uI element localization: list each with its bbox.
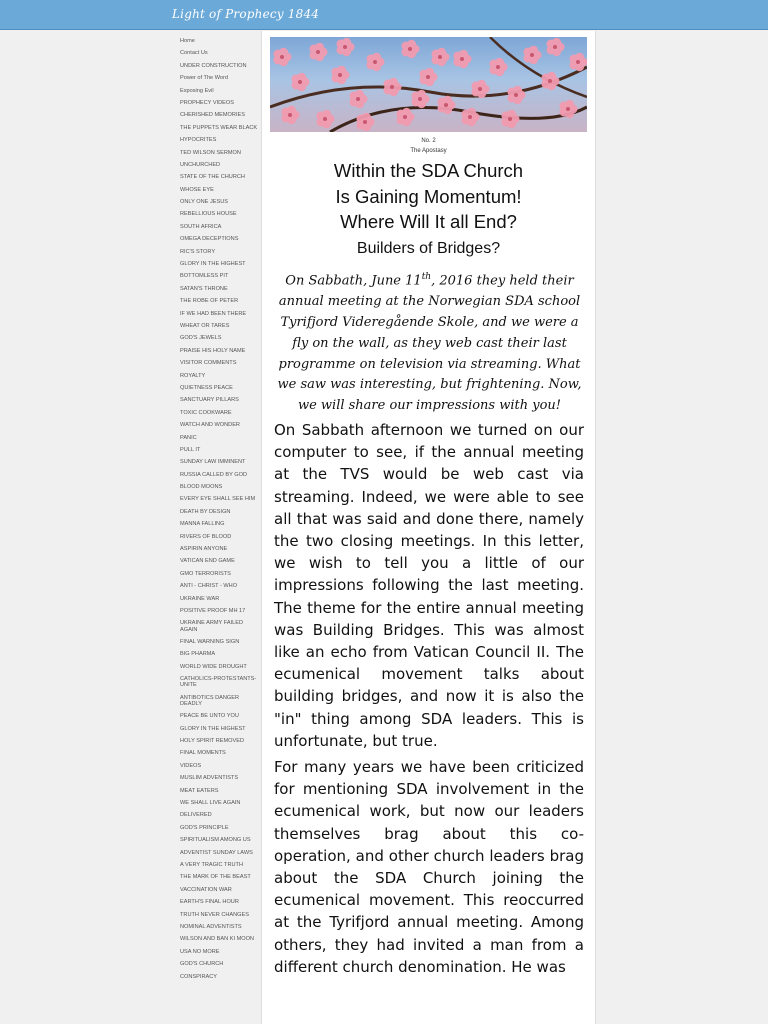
sidebar-item[interactable]: OMEGA DECEPTIONS [180,236,239,243]
sidebar-item[interactable]: WORLD WIDE DROUGHT [180,663,247,670]
sidebar-item[interactable]: BLOOD MOONS [180,484,223,491]
headline-line-3: Where Will It all End? [340,211,517,232]
sidebar-item[interactable]: SOUTH AFRICA [180,223,222,230]
sidebar-item[interactable]: GMO TERRORISTS [180,570,231,577]
sidebar-item[interactable]: TRUTH NEVER CHANGES [180,911,249,918]
sidebar-item[interactable]: ANTIBOTICS DANGER DEADLY [180,694,240,707]
sidebar-item[interactable]: RIVERS OF BLOOD [180,533,232,540]
body-paragraph-2: For many years we have been criticized for mentioning SDA involvement in the ecumenical work, but now our leaders themselves brag about this co-operation, and other church leaders brag about the SDA Church joining the ecumenical movement. This reoccurred at the Tyrifjord annual meeting. Among others, they had invited a man from a different church denomination. He was [274,758,584,976]
top-bar [0,0,768,30]
sidebar-item[interactable]: EVERY EYE SHALL SEE HIM [180,496,256,503]
sidebar-item[interactable]: PROPHECY VIDEOS [180,99,234,106]
sidebar-item[interactable]: Home [180,38,195,44]
sidebar-item[interactable]: SANCTUARY PILLARS [180,397,239,404]
sidebar-item[interactable]: WILSON AND BAN KI MOON [180,936,254,943]
sidebar-item[interactable]: Power of The Word [180,75,228,82]
sidebar-item[interactable]: SATAN'S THRONE [180,285,228,292]
sidebar-item[interactable]: WATCH AND WONDER [180,422,240,429]
sidebar-item[interactable]: BIG PHARMA [180,651,216,658]
intro-superscript: th [421,272,432,282]
sidebar-item[interactable]: GLORY IN THE HIGHEST [180,261,246,268]
sidebar-item[interactable]: FINAL MOMENTS [180,750,226,757]
sidebar-item[interactable]: MANNA FALLING [180,521,225,528]
sidebar-item[interactable]: MEAT EATERS [180,787,219,794]
sidebar-item[interactable]: CHERISHED MEMORIES [180,112,245,119]
sidebar-item[interactable]: ASPIRIN ANYONE [180,546,228,553]
sidebar-item[interactable]: VATICAN END GAME [180,558,235,565]
sidebar-nav [180,38,258,986]
sidebar-item[interactable]: UNCHURCHED [180,161,221,168]
sidebar-item[interactable]: QUIETNESS PEACE [180,384,233,391]
sidebar-item[interactable]: PANIC [180,434,197,441]
headline [262,158,595,235]
subheadline: Builders of Bridges? [356,240,501,257]
sidebar-item[interactable]: THE ROBE OF PETER [180,298,239,305]
sidebar-item[interactable]: THE PUPPETS WEAR BLACK [180,124,258,131]
sidebar-item[interactable]: UKRAINE WAR [180,595,220,602]
sidebar-item[interactable]: VACCINATION WAR [180,886,232,893]
intro-rest: , 2016 they held their annual meeting at the Norwegian SDA school Tyrifjord Videregående Skole, and we were a fly on the wall, as they web cast their last programme on television via streaming. What we saw was interesting, but frightening. Now, we will share our impressions with you! [277,273,582,414]
sidebar-item[interactable]: DEATH BY DESIGN [180,508,231,515]
sidebar-item[interactable]: PULL IT [180,446,201,453]
headline-line-2: Is Gaining Momentum! [335,185,522,207]
sidebar-item[interactable]: DELIVERED [180,812,212,819]
sidebar-item[interactable]: WHOSE EYE [180,186,214,193]
sidebar-item[interactable]: BOTTOMLESS PIT [180,273,229,280]
headline-line-1: Within the SDA Church [333,160,524,181]
sidebar-item[interactable]: CONSPIRACY [180,973,217,980]
sidebar-item[interactable]: TED WILSON SERMON [180,149,241,156]
sidebar-item[interactable]: PRAISE HIS HOLY NAME [180,347,246,354]
sidebar-item[interactable]: EARTH'S FINAL HOUR [180,899,239,906]
sidebar-item[interactable]: GLORY IN THE HIGHEST [180,725,246,732]
body-paragraph-1: On Sabbath afternoon we turned on our computer to see, if the annual meeting at the TVS would be web cast via streaming. Indeed, we were able to see all that was said and done there, namely the two closing meetings. In this letter, we wish to tell you a little of our impressions following the last meeting. The theme for the entire annual meeting was Building Bridges. This was almost like an echo from Vatican Council II. The ecumenical movement talks about building bridges, and now it is also the "in" thing among SDA leaders. This is unfortunate, but true. [274,421,584,750]
sidebar-item[interactable]: CATHOLICS-PROTESTANTS-UNITE [180,676,257,689]
sidebar-item[interactable]: THE MARK OF THE BEAST [180,874,251,881]
sidebar-item[interactable]: TOXIC COOKWARE [180,409,232,416]
cherry-blossom-image [270,37,587,132]
article-subtitle: The Apostasy [410,148,447,154]
sidebar-item[interactable]: MUSLIM ADVENTISTS [180,775,239,782]
sidebar-item[interactable]: GOD'S JEWELS [180,335,222,342]
sidebar-item[interactable]: USA NO MORE [180,948,220,955]
sidebar-item[interactable]: POSITIVE PROOF MH 17 [180,607,246,614]
sidebar-item[interactable]: NOMINAL ADVENTISTS [180,923,242,930]
intro-start: On Sabbath, June 11 [285,273,422,289]
sidebar-item[interactable]: WE SHALL LIVE AGAIN [180,800,241,807]
sidebar-item[interactable]: HYPOCRITES [180,137,217,144]
sidebar-item[interactable]: RUSSIA CALLED BY GOD [180,471,248,478]
main-content [261,31,596,1024]
sidebar-item[interactable]: Exposing Evil [180,87,214,94]
sidebar-item[interactable]: FINAL WARNING SIGN [180,638,240,645]
sidebar-item[interactable]: WHEAT OR TARES [180,322,230,329]
article-body [274,419,584,982]
sidebar-item[interactable]: Contact Us [180,50,208,57]
sidebar-item[interactable]: PEACE BE UNTO YOU [180,713,239,720]
sidebar-item[interactable]: GOD'S PRINCIPLE [180,824,229,831]
sidebar-item[interactable]: ADVENTIST SUNDAY LAWS [180,849,253,856]
sidebar-item[interactable]: HOLY SPIRIT REMOVED [180,738,245,745]
sidebar-item[interactable]: ONLY ONE JESUS [180,199,228,206]
sidebar-item[interactable]: UNDER CONSTRUCTION [180,62,247,69]
sidebar-item[interactable]: ROYALTY [180,372,206,379]
blossom-illustration [270,37,587,132]
sidebar-item[interactable]: REBELLIOUS HOUSE [180,211,237,218]
site-title[interactable]: Light of Prophecy 1844 [172,7,320,21]
sidebar-item[interactable]: RIC'S STORY [180,248,216,255]
sidebar-item[interactable]: STATE OF THE CHURCH [180,174,245,181]
sidebar-item[interactable]: SPIRITUALISM AMONG US [180,837,251,844]
sidebar-item[interactable]: SUNDAY LAW IMMINENT [180,459,246,466]
sidebar-item[interactable]: A VERY TRAGIC TRUTH [180,862,243,868]
sidebar-item[interactable]: GOD'S CHURCH [180,961,224,968]
sidebar-item[interactable]: VIDEOS [180,762,202,769]
article-number: No. 2 [421,138,436,144]
sidebar-item[interactable]: IF WE HAD BEEN THERE [180,310,247,317]
sidebar-item[interactable]: UKRAINE ARMY FAILED AGAIN [180,620,243,633]
sidebar-item[interactable]: ANTI - CHRIST - WHO [180,583,238,590]
sidebar-item[interactable]: VISITOR COMMENTS [180,360,237,367]
intro-paragraph [274,267,585,417]
